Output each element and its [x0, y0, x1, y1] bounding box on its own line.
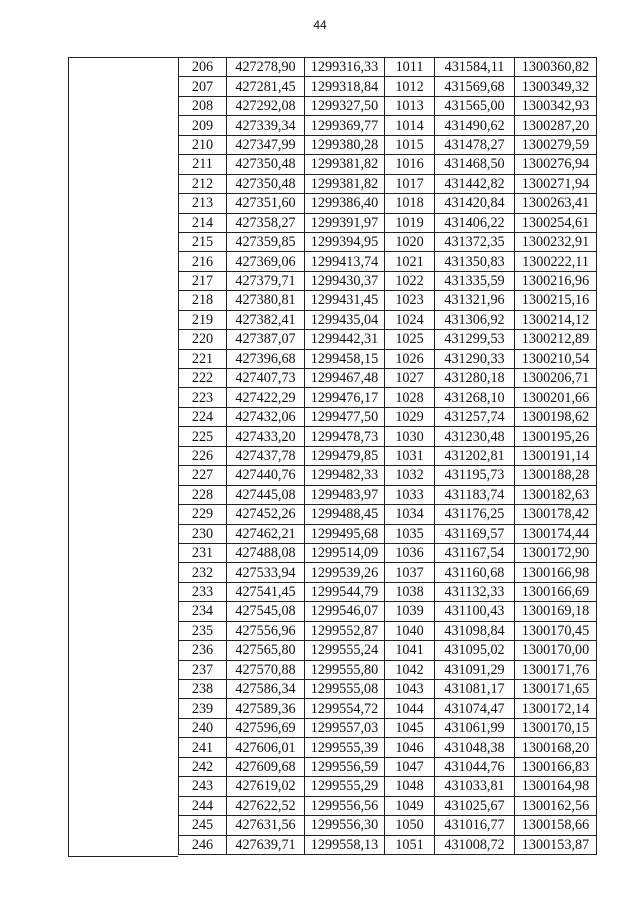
x-coordinate-a-cell: 427488,08	[227, 543, 305, 562]
point-number-a-cell: 210	[179, 135, 227, 154]
x-coordinate-a-cell: 427533,94	[227, 563, 305, 582]
point-number-b-cell: 1031	[385, 446, 435, 465]
y-coordinate-b-cell: 1300216,96	[515, 271, 597, 290]
table-row	[179, 816, 597, 835]
point-number-b-cell: 1051	[385, 835, 435, 854]
point-number-a-cell: 242	[179, 757, 227, 776]
y-coordinate-a-cell: 1299555,29	[305, 777, 385, 796]
y-coordinate-a-cell: 1299556,30	[305, 816, 385, 835]
x-coordinate-b-cell: 431321,96	[435, 291, 515, 310]
y-coordinate-b-cell: 1300212,89	[515, 330, 597, 349]
y-coordinate-a-cell: 1299552,87	[305, 621, 385, 640]
y-coordinate-b-cell: 1300201,66	[515, 388, 597, 407]
y-coordinate-b-cell: 1300360,82	[515, 58, 597, 77]
x-coordinate-a-cell: 427541,45	[227, 582, 305, 601]
point-number-b-cell: 1023	[385, 291, 435, 310]
point-number-a-cell: 233	[179, 582, 227, 601]
x-coordinate-b-cell: 431468,50	[435, 155, 515, 174]
x-coordinate-b-cell: 431406,22	[435, 213, 515, 232]
y-coordinate-b-cell: 1300182,63	[515, 485, 597, 504]
table-row	[179, 310, 597, 329]
point-number-b-cell: 1039	[385, 602, 435, 621]
table-row	[179, 77, 597, 96]
x-coordinate-b-cell: 431565,00	[435, 96, 515, 115]
y-coordinate-b-cell: 1300191,14	[515, 446, 597, 465]
x-coordinate-b-cell: 431081,17	[435, 680, 515, 699]
point-number-a-cell: 206	[179, 58, 227, 77]
table-row	[179, 602, 597, 621]
y-coordinate-b-cell: 1300271,94	[515, 174, 597, 193]
x-coordinate-a-cell: 427350,48	[227, 155, 305, 174]
point-number-a-cell: 227	[179, 466, 227, 485]
point-number-a-cell: 239	[179, 699, 227, 718]
table-row	[179, 174, 597, 193]
point-number-a-cell: 228	[179, 485, 227, 504]
table-row	[179, 699, 597, 718]
y-coordinate-a-cell: 1299327,50	[305, 96, 385, 115]
point-number-b-cell: 1024	[385, 310, 435, 329]
point-number-b-cell: 1036	[385, 543, 435, 562]
y-coordinate-b-cell: 1300166,98	[515, 563, 597, 582]
table-row	[179, 524, 597, 543]
x-coordinate-a-cell: 427432,06	[227, 407, 305, 426]
y-coordinate-a-cell: 1299381,82	[305, 155, 385, 174]
point-number-b-cell: 1048	[385, 777, 435, 796]
point-number-a-cell: 245	[179, 816, 227, 835]
table-row	[179, 427, 597, 446]
point-number-b-cell: 1044	[385, 699, 435, 718]
point-number-b-cell: 1042	[385, 660, 435, 679]
point-number-a-cell: 211	[179, 155, 227, 174]
table-row	[179, 330, 597, 349]
y-coordinate-a-cell: 1299431,45	[305, 291, 385, 310]
x-coordinate-b-cell: 431350,83	[435, 252, 515, 271]
x-coordinate-a-cell: 427292,08	[227, 96, 305, 115]
y-coordinate-b-cell: 1300171,76	[515, 660, 597, 679]
x-coordinate-b-cell: 431299,53	[435, 330, 515, 349]
table-row	[179, 485, 597, 504]
x-coordinate-b-cell: 431372,35	[435, 232, 515, 251]
x-coordinate-b-cell: 431160,68	[435, 563, 515, 582]
x-coordinate-a-cell: 427422,29	[227, 388, 305, 407]
y-coordinate-b-cell: 1300166,69	[515, 582, 597, 601]
point-number-a-cell: 234	[179, 602, 227, 621]
y-coordinate-b-cell: 1300263,41	[515, 194, 597, 213]
point-number-b-cell: 1050	[385, 816, 435, 835]
point-number-a-cell: 236	[179, 641, 227, 660]
table-row	[179, 543, 597, 562]
y-coordinate-b-cell: 1300170,45	[515, 621, 597, 640]
x-coordinate-b-cell: 431095,02	[435, 641, 515, 660]
point-number-b-cell: 1020	[385, 232, 435, 251]
x-coordinate-b-cell: 431257,74	[435, 407, 515, 426]
y-coordinate-b-cell: 1300349,32	[515, 77, 597, 96]
y-coordinate-a-cell: 1299555,39	[305, 738, 385, 757]
point-number-b-cell: 1018	[385, 194, 435, 213]
x-coordinate-a-cell: 427351,60	[227, 194, 305, 213]
y-coordinate-a-cell: 1299554,72	[305, 699, 385, 718]
x-coordinate-b-cell: 431061,99	[435, 718, 515, 737]
x-coordinate-b-cell: 431100,43	[435, 602, 515, 621]
x-coordinate-a-cell: 427452,26	[227, 505, 305, 524]
x-coordinate-b-cell: 431280,18	[435, 369, 515, 388]
y-coordinate-a-cell: 1299318,84	[305, 77, 385, 96]
table-row	[179, 582, 597, 601]
y-coordinate-b-cell: 1300215,16	[515, 291, 597, 310]
table-row	[179, 116, 597, 135]
table-row	[179, 155, 597, 174]
page-number: 44	[313, 18, 327, 32]
y-coordinate-b-cell: 1300178,42	[515, 505, 597, 524]
y-coordinate-b-cell: 1300279,59	[515, 135, 597, 154]
point-number-a-cell: 241	[179, 738, 227, 757]
x-coordinate-a-cell: 427379,71	[227, 271, 305, 290]
y-coordinate-a-cell: 1299386,40	[305, 194, 385, 213]
coordinates-table-body	[179, 58, 597, 855]
x-coordinate-a-cell: 427619,02	[227, 777, 305, 796]
y-coordinate-b-cell: 1300170,15	[515, 718, 597, 737]
y-coordinate-a-cell: 1299544,79	[305, 582, 385, 601]
x-coordinate-a-cell: 427639,71	[227, 835, 305, 854]
y-coordinate-b-cell: 1300287,20	[515, 116, 597, 135]
y-coordinate-b-cell: 1300164,98	[515, 777, 597, 796]
x-coordinate-b-cell: 431478,27	[435, 135, 515, 154]
x-coordinate-a-cell: 427565,80	[227, 641, 305, 660]
y-coordinate-b-cell: 1300206,71	[515, 369, 597, 388]
point-number-a-cell: 219	[179, 310, 227, 329]
x-coordinate-b-cell: 431008,72	[435, 835, 515, 854]
y-coordinate-b-cell: 1300254,61	[515, 213, 597, 232]
table-row	[179, 796, 597, 815]
point-number-a-cell: 225	[179, 427, 227, 446]
table-row	[179, 96, 597, 115]
x-coordinate-b-cell: 431048,38	[435, 738, 515, 757]
point-number-a-cell: 246	[179, 835, 227, 854]
y-coordinate-a-cell: 1299479,85	[305, 446, 385, 465]
table-row	[179, 388, 597, 407]
table-row	[179, 680, 597, 699]
x-coordinate-a-cell: 427570,88	[227, 660, 305, 679]
x-coordinate-b-cell: 431306,92	[435, 310, 515, 329]
point-number-b-cell: 1026	[385, 349, 435, 368]
y-coordinate-a-cell: 1299435,04	[305, 310, 385, 329]
point-number-b-cell: 1015	[385, 135, 435, 154]
y-coordinate-a-cell: 1299391,97	[305, 213, 385, 232]
x-coordinate-a-cell: 427589,36	[227, 699, 305, 718]
y-coordinate-b-cell: 1300171,65	[515, 680, 597, 699]
point-number-a-cell: 218	[179, 291, 227, 310]
x-coordinate-b-cell: 431132,33	[435, 582, 515, 601]
y-coordinate-b-cell: 1300198,62	[515, 407, 597, 426]
point-number-b-cell: 1011	[385, 58, 435, 77]
point-number-a-cell: 223	[179, 388, 227, 407]
y-coordinate-b-cell: 1300172,14	[515, 699, 597, 718]
x-coordinate-a-cell: 427387,07	[227, 330, 305, 349]
point-number-a-cell: 214	[179, 213, 227, 232]
point-number-a-cell: 224	[179, 407, 227, 426]
x-coordinate-a-cell: 427462,21	[227, 524, 305, 543]
point-number-a-cell: 215	[179, 232, 227, 251]
point-number-b-cell: 1035	[385, 524, 435, 543]
x-coordinate-b-cell: 431442,82	[435, 174, 515, 193]
table-row	[179, 738, 597, 757]
y-coordinate-a-cell: 1299442,31	[305, 330, 385, 349]
point-number-a-cell: 230	[179, 524, 227, 543]
table-row	[179, 621, 597, 640]
x-coordinate-b-cell: 431091,29	[435, 660, 515, 679]
x-coordinate-a-cell: 427609,68	[227, 757, 305, 776]
point-number-b-cell: 1017	[385, 174, 435, 193]
coordinates-table	[178, 57, 597, 855]
point-number-a-cell: 232	[179, 563, 227, 582]
table-row	[179, 232, 597, 251]
x-coordinate-a-cell: 427281,45	[227, 77, 305, 96]
x-coordinate-a-cell: 427545,08	[227, 602, 305, 621]
y-coordinate-b-cell: 1300276,94	[515, 155, 597, 174]
table-row	[179, 446, 597, 465]
x-coordinate-a-cell: 427380,81	[227, 291, 305, 310]
point-number-b-cell: 1021	[385, 252, 435, 271]
y-coordinate-a-cell: 1299488,45	[305, 505, 385, 524]
x-coordinate-a-cell: 427347,99	[227, 135, 305, 154]
point-number-b-cell: 1022	[385, 271, 435, 290]
table-row	[179, 757, 597, 776]
y-coordinate-a-cell: 1299478,73	[305, 427, 385, 446]
point-number-b-cell: 1045	[385, 718, 435, 737]
x-coordinate-b-cell: 431335,59	[435, 271, 515, 290]
y-coordinate-b-cell: 1300222,11	[515, 252, 597, 271]
point-number-b-cell: 1046	[385, 738, 435, 757]
y-coordinate-a-cell: 1299555,08	[305, 680, 385, 699]
y-coordinate-a-cell: 1299557,03	[305, 718, 385, 737]
x-coordinate-b-cell: 431169,57	[435, 524, 515, 543]
table-row	[179, 58, 597, 77]
y-coordinate-a-cell: 1299495,68	[305, 524, 385, 543]
point-number-b-cell: 1019	[385, 213, 435, 232]
point-number-b-cell: 1029	[385, 407, 435, 426]
point-number-a-cell: 243	[179, 777, 227, 796]
table-row	[179, 291, 597, 310]
x-coordinate-a-cell: 427358,27	[227, 213, 305, 232]
point-number-b-cell: 1043	[385, 680, 435, 699]
point-number-a-cell: 238	[179, 680, 227, 699]
x-coordinate-a-cell: 427407,73	[227, 369, 305, 388]
table-row	[179, 407, 597, 426]
point-number-b-cell: 1033	[385, 485, 435, 504]
table-row	[179, 660, 597, 679]
table-row	[179, 835, 597, 854]
x-coordinate-b-cell: 431025,67	[435, 796, 515, 815]
table-row	[179, 718, 597, 737]
point-number-b-cell: 1040	[385, 621, 435, 640]
point-number-a-cell: 220	[179, 330, 227, 349]
y-coordinate-b-cell: 1300232,91	[515, 232, 597, 251]
point-number-b-cell: 1047	[385, 757, 435, 776]
point-number-b-cell: 1013	[385, 96, 435, 115]
x-coordinate-b-cell: 431016,77	[435, 816, 515, 835]
point-number-b-cell: 1038	[385, 582, 435, 601]
y-coordinate-b-cell: 1300172,90	[515, 543, 597, 562]
y-coordinate-a-cell: 1299467,48	[305, 369, 385, 388]
x-coordinate-b-cell: 431202,81	[435, 446, 515, 465]
y-coordinate-a-cell: 1299539,26	[305, 563, 385, 582]
table-row	[179, 213, 597, 232]
x-coordinate-a-cell: 427396,68	[227, 349, 305, 368]
x-coordinate-b-cell: 431176,25	[435, 505, 515, 524]
y-coordinate-b-cell: 1300342,93	[515, 96, 597, 115]
point-number-b-cell: 1027	[385, 369, 435, 388]
point-number-b-cell: 1028	[385, 388, 435, 407]
x-coordinate-b-cell: 431290,33	[435, 349, 515, 368]
table-row	[179, 466, 597, 485]
table-row	[179, 349, 597, 368]
table-left-blank-column	[68, 57, 178, 857]
y-coordinate-b-cell: 1300214,12	[515, 310, 597, 329]
y-coordinate-a-cell: 1299476,17	[305, 388, 385, 407]
table-row	[179, 505, 597, 524]
point-number-a-cell: 222	[179, 369, 227, 388]
point-number-b-cell: 1041	[385, 641, 435, 660]
point-number-a-cell: 235	[179, 621, 227, 640]
point-number-b-cell: 1025	[385, 330, 435, 349]
x-coordinate-b-cell: 431268,10	[435, 388, 515, 407]
point-number-a-cell: 226	[179, 446, 227, 465]
y-coordinate-a-cell: 1299369,77	[305, 116, 385, 135]
x-coordinate-a-cell: 427382,41	[227, 310, 305, 329]
table-row	[179, 777, 597, 796]
point-number-b-cell: 1012	[385, 77, 435, 96]
y-coordinate-b-cell: 1300166,83	[515, 757, 597, 776]
point-number-b-cell: 1034	[385, 505, 435, 524]
y-coordinate-a-cell: 1299556,56	[305, 796, 385, 815]
point-number-b-cell: 1037	[385, 563, 435, 582]
y-coordinate-a-cell: 1299556,59	[305, 757, 385, 776]
point-number-a-cell: 209	[179, 116, 227, 135]
y-coordinate-a-cell: 1299316,33	[305, 58, 385, 77]
point-number-a-cell: 208	[179, 96, 227, 115]
y-coordinate-a-cell: 1299394,95	[305, 232, 385, 251]
y-coordinate-b-cell: 1300195,26	[515, 427, 597, 446]
x-coordinate-a-cell: 427369,06	[227, 252, 305, 271]
x-coordinate-a-cell: 427445,08	[227, 485, 305, 504]
x-coordinate-b-cell: 431033,81	[435, 777, 515, 796]
point-number-a-cell: 244	[179, 796, 227, 815]
point-number-a-cell: 229	[179, 505, 227, 524]
y-coordinate-a-cell: 1299381,82	[305, 174, 385, 193]
y-coordinate-a-cell: 1299483,97	[305, 485, 385, 504]
y-coordinate-a-cell: 1299555,80	[305, 660, 385, 679]
point-number-a-cell: 231	[179, 543, 227, 562]
point-number-a-cell: 221	[179, 349, 227, 368]
y-coordinate-a-cell: 1299413,74	[305, 252, 385, 271]
x-coordinate-a-cell: 427556,96	[227, 621, 305, 640]
y-coordinate-a-cell: 1299477,50	[305, 407, 385, 426]
y-coordinate-b-cell: 1300170,00	[515, 641, 597, 660]
x-coordinate-a-cell: 427278,90	[227, 58, 305, 77]
y-coordinate-b-cell: 1300174,44	[515, 524, 597, 543]
point-number-b-cell: 1030	[385, 427, 435, 446]
x-coordinate-b-cell: 431098,84	[435, 621, 515, 640]
y-coordinate-a-cell: 1299558,13	[305, 835, 385, 854]
y-coordinate-a-cell: 1299514,09	[305, 543, 385, 562]
point-number-a-cell: 240	[179, 718, 227, 737]
x-coordinate-b-cell: 431569,68	[435, 77, 515, 96]
point-number-b-cell: 1032	[385, 466, 435, 485]
y-coordinate-b-cell: 1300158,66	[515, 816, 597, 835]
x-coordinate-a-cell: 427350,48	[227, 174, 305, 193]
point-number-a-cell: 212	[179, 174, 227, 193]
point-number-b-cell: 1014	[385, 116, 435, 135]
x-coordinate-b-cell: 431044,76	[435, 757, 515, 776]
point-number-a-cell: 217	[179, 271, 227, 290]
table-row	[179, 563, 597, 582]
x-coordinate-b-cell: 431167,54	[435, 543, 515, 562]
x-coordinate-a-cell: 427440,76	[227, 466, 305, 485]
y-coordinate-a-cell: 1299555,24	[305, 641, 385, 660]
y-coordinate-b-cell: 1300153,87	[515, 835, 597, 854]
y-coordinate-b-cell: 1300168,20	[515, 738, 597, 757]
y-coordinate-b-cell: 1300210,54	[515, 349, 597, 368]
table-row	[179, 135, 597, 154]
x-coordinate-b-cell: 431195,73	[435, 466, 515, 485]
y-coordinate-b-cell: 1300169,18	[515, 602, 597, 621]
x-coordinate-a-cell: 427339,34	[227, 116, 305, 135]
x-coordinate-b-cell: 431074,47	[435, 699, 515, 718]
y-coordinate-a-cell: 1299482,33	[305, 466, 385, 485]
point-number-b-cell: 1049	[385, 796, 435, 815]
point-number-a-cell: 216	[179, 252, 227, 271]
x-coordinate-b-cell: 431490,62	[435, 116, 515, 135]
y-coordinate-b-cell: 1300162,56	[515, 796, 597, 815]
table-row	[179, 271, 597, 290]
point-number-a-cell: 207	[179, 77, 227, 96]
x-coordinate-b-cell: 431183,74	[435, 485, 515, 504]
point-number-b-cell: 1016	[385, 155, 435, 174]
x-coordinate-a-cell: 427606,01	[227, 738, 305, 757]
x-coordinate-a-cell: 427437,78	[227, 446, 305, 465]
x-coordinate-b-cell: 431584,11	[435, 58, 515, 77]
point-number-a-cell: 213	[179, 194, 227, 213]
point-number-a-cell: 237	[179, 660, 227, 679]
x-coordinate-b-cell: 431420,84	[435, 194, 515, 213]
x-coordinate-a-cell: 427622,52	[227, 796, 305, 815]
y-coordinate-a-cell: 1299458,15	[305, 349, 385, 368]
table-row	[179, 369, 597, 388]
table-row	[179, 641, 597, 660]
x-coordinate-a-cell: 427586,34	[227, 680, 305, 699]
x-coordinate-a-cell: 427433,20	[227, 427, 305, 446]
x-coordinate-a-cell: 427359,85	[227, 232, 305, 251]
y-coordinate-a-cell: 1299430,37	[305, 271, 385, 290]
x-coordinate-a-cell: 427631,56	[227, 816, 305, 835]
table-row	[179, 194, 597, 213]
x-coordinate-b-cell: 431230,48	[435, 427, 515, 446]
table-row	[179, 252, 597, 271]
y-coordinate-a-cell: 1299546,07	[305, 602, 385, 621]
y-coordinate-a-cell: 1299380,28	[305, 135, 385, 154]
y-coordinate-b-cell: 1300188,28	[515, 466, 597, 485]
x-coordinate-a-cell: 427596,69	[227, 718, 305, 737]
